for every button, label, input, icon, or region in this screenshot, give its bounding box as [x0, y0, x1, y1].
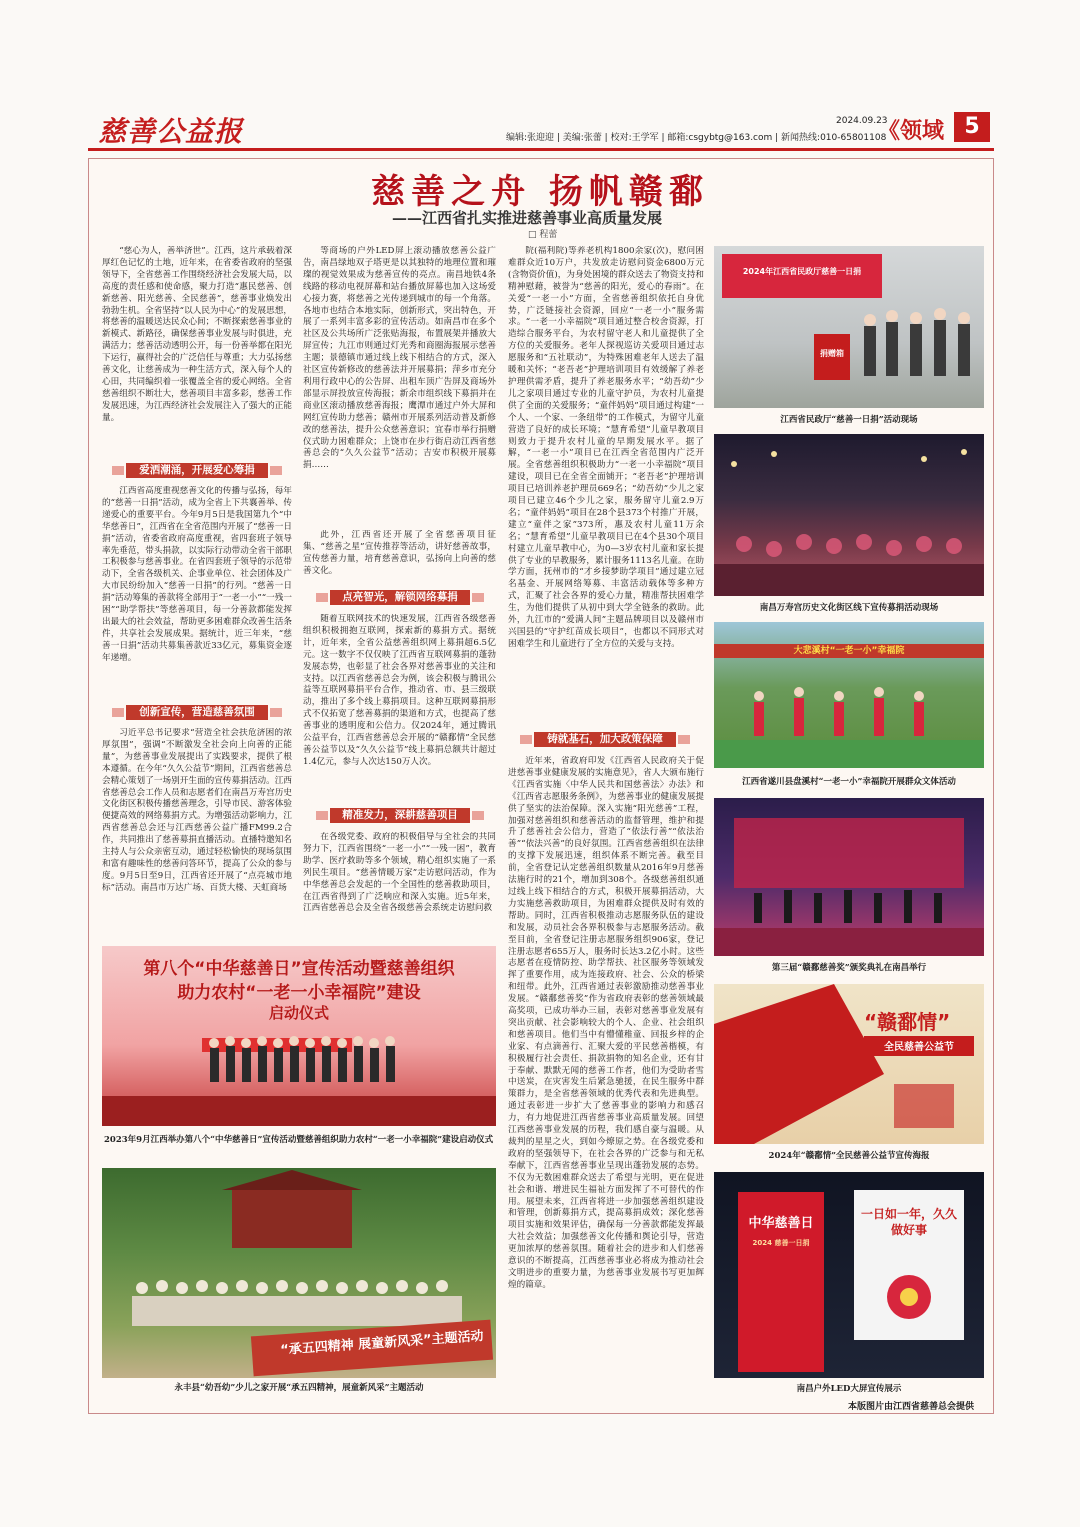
- stage: [714, 798, 984, 956]
- poster-subtitle: 全民慈善公益节: [884, 1042, 954, 1053]
- photo-credit-note: 本版图片由江西省慈善总会提供: [848, 1402, 975, 1412]
- col3-section5: 近年来，省政府印发《江西省人民政府关于促进慈善事业健康发展的实施意见》，省人大颁布施行《江西省实施〈中华人民共和国慈善法〉办法》和《江西省志愿服务条例》，为慈善事业的健康发展提供了坚实的法治保障。深入实施“阳光慈善”工程，加强对慈善组织和慈善活动的监督管理，维护和提升了慈善社会公信力，营造了“依法行善”“依法治善”“依法兴善”的良好氛围。江西省慈善组织在法律的支撑下发展迅速，组织体系不断完善。截至目前，全省登记认定慈善组织数量从2016年9月慈善法施行时的21个，增加到308个。各级慈善组织通过线上线下相结合的方式，积极开展募捐活动，大力实施慈善救助项目，为困难群众提供及时有效的帮助。同时，江西省积极推动志愿服务队伍的建设和发展，动员社会各界积极参与志愿服务活动。截至目前，全省登记注册志愿服务组织906家，登记注册志愿者655万人，服务时长达3.2亿小时。这些志愿者在疫情防控、助学帮扶、社区服务等领域发挥了重要作用，成为连接政府、社会、公众的桥梁和纽带。此外，江西省通过表彰激励推动慈善事业发展。“赣鄱慈善奖”作为省政府表彰的慈善领域最高奖项，已成功举办三届，表彰对慈善事业发展有突出贡献、社会影响较大的个人、企业、社会组织和慈善项目。他们当中有懵懂稚童、回报乡梓的企业家、有点滴善行、汇聚大爱的平民慈善楷模，有积极履行社会责任、捐款捐物的知名企业，还有甘于奉献、默默无闻的慈善工作者，他们为受助者雪中送炭，在灾害发生后紧急驰援，在民生服务中群策群力，是全省慈善领域的优秀代表和先进典型。通过表彰进一步扩大了慈善事业的影响力和感召力，有力地促进江西省慈善事业高质量发展。回望江西慈善事业发展的历程，我们感自豪与温暖。从裁判的星星之火，到如今燎原之势。在各级党委和政府的坚强领导下，在社会各界的广泛参与和无私奉献下，江西省慈善事业呈现出蓬勃发展的态势。不仅为无数困难群众送去了希望与光明，更在促进社会和谐、增进民生福祉方面发挥了不可替代的作用。展望未来，江西省将进一步加强慈善组织建设和管理，创新募捐方式，提高募捐成效；深化慈善项目实施和效果评估，确保每一分善款都能发挥最大社会效益；加强慈善文化传播和舆论引导，营造更加浓厚的慈善氛围。随着社会的进步和人们慈善意识的不断提高，江西慈善事业必将成为推动社会文明进步的重要力量，为慈善事业发展书写更加辉煌的篇章。: [508, 756, 704, 1290]
- photo1-caption: 2023年9月江西举办第八个“中华慈善日”宣传活动暨慈善组织助力农村“一老一小幸福院”建设启动仪式: [104, 1135, 494, 1145]
- col1-section2: 习近平总书记要求“营造全社会扶危济困的浓厚氛围”，强调“不断激发全社会向上向善的正能量”，为慈善事业发展提出了实践要求，提供了根本遵循。在今年“久久公益节”期间，江西省慈善总会精心策划了一场别开生面的宣传募捐活动。江西省慈善总会工作人员和志愿者们在南昌万寿宫历史文化街区积极传播慈善理念，引导市民、游客体验便捷高效的网络募捐方式。为增强活动影响力，江西省慈善总会还与江西慈善公益广播FM99.2合作，共同推出了慈善募捐直播活动。直播特邀知名主持人与公众亲密互动，通过轻松愉快的现场氛围和富有趣味性的慈善问答环节，提高了公众的参与度。9月5日至9日，江西省还开展了“点亮城市地标”活动。南昌市万达广场、百货大楼、天虹商场: [102, 728, 292, 893]
- section-title: 《领域: [878, 119, 945, 144]
- photo6-caption: 第三届“赣鄱慈善奖”颁奖典礼在南昌举行: [771, 963, 927, 973]
- col2-section3: 随着互联网技术的快速发展，江西省各级慈善组织积极拥抱互联网，探索新的募捐方式。据统计，近年来，全省公益慈善组织网上募捐超6.5亿元。这一数字不仅仅映了江西省互联网募捐的蓬勃发展态势，也彰显了社会各界对慈善事业的关注和支持。以江西省慈善总会为例，该会积极与腾讯公益等互联网募捐平台合作，推动省、市、县三级联动，推出了多个线上募捐项目。这种互联网募捐形式不仅拓宽了慈善募捐的渠道和方式，也提高了慈善事业的透明度和公信力。仅2024年，通过腾讯公益平台，江西省慈善总会开展的“赣鄱情”全民慈善公益节以及“久久公益节”线上募捐总额共计超过1.4亿元，参与人次达150万人次。: [303, 614, 496, 767]
- poster-title: “赣鄱情”: [864, 1010, 951, 1034]
- article-subtitle: ——江西省扎实推进慈善事业高质量发展: [392, 209, 663, 227]
- led-text-left: 中华慈善日: [748, 1216, 814, 1231]
- col2-para1: 等商场的户外LED屏上滚动播放慈善公益广告，南昌绿地双子塔更是以其独特的地理位置和璀璨的视觉效果成为慈善宣传的亮点。南昌地铁4条线路的移动电视屏幕和站台播放屏幕也加入这场爱心接力赛，将慈善之光传递到城市的每一个角落。各地市也结合本地实际，创新形式，突出特色，开展了一系列丰富多彩的宣传活动。如南昌市在多个社区及公共场所广泛张贴海报，布置展架并播放大屏宣传；九江市则通过灯光秀和商圈海报展示慈善主题；景德镇市通过线上线下相结合的方式，深入社区宣传新修改的慈善法并开展募捐；萍乡市充分利用行政中心的公告屏、出租车顶广告屏及商场外部显示屏投放宣传海报；新余市组织线下募捐并在商业区滚动播放慈善海报；鹰潭市通过户外大屏和网红宣传助力慈善；赣州市开展系列活动普及新修改的慈善法，提升公众慈善意识；宜春市举行捐赠仪式助力困难群众；上饶市在步行街启动江西省慈善总会的“久久公益节”活动；吉安市积极开展募捐……: [303, 246, 496, 471]
- article-title: 慈善之舟 扬帆赣鄱: [371, 172, 709, 212]
- photo1-overlay-line1: 第八个“中华慈善日”宣传活动暨慈善组织: [143, 959, 455, 979]
- photo-street-event: [714, 434, 984, 596]
- led-text-right: 一日如一年，久久做好事: [860, 1207, 957, 1237]
- photo2-banner-text: “承五四精神 展童新风采”主题活动: [279, 1328, 485, 1359]
- col2-section4: 在各级党委、政府的积极倡导与全社会的共同努力下，江西省围绕“一老一小”“一残一困”，教育助学、医疗救助等多个领域，精心组织实施了一系列民生项目。“慈善情暖万家”走访慰问活动，作为中华慈善总会发起的一个全国性的慈善救助项目，在江西省得到了广泛响应和深入实施。近5年来，江西省慈善总会及全省各级慈善会系统走访慰问救: [303, 832, 496, 914]
- photo-children-group: [102, 1168, 496, 1378]
- masthead: [88, 110, 994, 148]
- col3-para1: 院(福利院)等养老机构1800余家(次)，慰问困难群众近10万户，共发放走访慰问资金6800万元(含物资价值)，为身处困境的群众送去了物资支持和精神慰藉，被誉为“慈善的阳光，爱心的春雨”。在关爱“一老一小”方面，全省慈善组织依托自身优势，广泛链接社会资源，回应“一老一小”服务需求。“一老一小幸福院”项目通过整合校舍资源，打造综合服务平台，为农村留守老人和儿童提供了全方位的关爱服务。老年人探视巡访关爱项目通过志愿服务和“五社联动”，为特殊困难老年人送去了温暖和关怀；“老吾老”护理培训项目有效缓解了养老护理供需矛盾，提升了养老服务水平；“幼吾幼”少儿之家项目通过专业的儿童守护员，为农村儿童提供了全面的关爱服务；“童伴妈妈”项目通过构建“一个人、一个家、一条纽带”的工作模式，为留守儿童营造了良好的成长环境；“慧育希望”儿童早教项目则致力于提升农村儿童的早期发展水平。据了解，“一老一小”项目已在江西全省范围内广泛开展。全省慈善组织积极助力“一老一小幸福院”项目建设，项目已在全省全面铺开；“老吾老”护理培训项目已培训养老护理员669名；“幼吾幼”少儿之家项目已建立46个少儿之家，服务留守儿童2.9万名；“童伴妈妈”项目在28个县373个村推广开展，建立“童伴之家”373所，惠及农村儿童11万余名；“慧育希望”儿童早教项目已在4个县30个项目村建立儿童早教中心，为0—3岁农村儿童和家长提供了专业的早教服务，累计服务1113名儿童。在助学方面，抚州市的“才乡接梦助学项目”通过建立冠名基金、开展网络筹募、丰富活动载体等多种方式，汇聚了社会各界的爱心力量，精准帮扶困难学生，为他们提供了从初中到大学全链条的救助。此外，九江市的“爱满人间”主题品牌项目以及赣州市兴国县的“守护红苗成长项目”，也都以不同形式对困难学生和儿童进行了全方位的关爱与支持。: [508, 246, 704, 649]
- editor-credits: 编辑:张迎迎 | 美编:张蕾 | 校对:王学军 | 邮箱:csgybtg@163.com | 新闻热线:010-65801108: [506, 133, 887, 143]
- dancers: [714, 622, 984, 768]
- ceremony-crowd: [102, 946, 496, 1126]
- photo8-caption: 南昌户外LED大屏宣传展示: [796, 1384, 902, 1394]
- col1-section1: 江西省高度重视慈善文化的传播与弘扬，每年的“慈善一日捐”活动，成为全省上下共襄善举、传递爱心的重要平台。今年9月5日是我国第九个“中华慈善日”，江西省在全省范围内开展了“慈善一日捐”活动，省委省政府高度重视，省四套班子领导率先垂范，带头捐款，以实际行动带动全省干部职工积极参与慈善事业。在省四套班子领导的示范带动下，全省各级机关、企事业单位、社会团体及广大市民纷纷加入“慈善一日捐”的行列。“慈善一日捐”活动筹集的善款将全部用于“一老一小”“一残一困”“助学帮扶”等慈善项目，每一分善款都能发挥出最大的社会效益，帮助更多困难群众改善生活条件，共享社会发展成果。据统计，近三年来，“慈善一日捐”活动共募集善款近33亿元，募集资金逐年递增。: [102, 486, 292, 663]
- heading-fundraising: 爱洒潮涌，开展爱心筹捐: [126, 463, 268, 478]
- newspaper-logo: 慈善公益报: [98, 115, 244, 148]
- col1-intro: “慈心为人，善举济世”。江西，这片承载着深厚红色记忆的土地，近年来，在省委省政府的坚强领导下，全省慈善工作围绕经济社会发展大局，以高度的责任感和使命感，聚力打造“惠民慈善、创新慈善、阳光慈善、全民慈善”，慈善事业焕发出勃勃生机。全省坚持“以人民为中心”的发展思想，将慈善的温暖送达民众心间；不断探索慈善事业的新模式、新路径，确保慈善事业发展与时俱进，充满活力；慈善活动透明公开，每一份善举都在阳光下运行，赢得社会的广泛信任与尊重；大力弘扬慈善文化，让慈善成为一种生活方式，深入每个人的心田，共同编织着一张覆盖全省的爱心网络。全省慈善组织不断壮大，慈善项目丰富多彩，慈善工作发展迅速，为江西经济社会发展注入了强大的正能量。: [102, 246, 292, 423]
- heading-online: 点亮智光，解锁网络募捐: [330, 590, 470, 605]
- heading-projects: 精准发力，深耕慈善项目: [330, 808, 470, 823]
- photo2-caption: 永丰县“幼吾幼”少儿之家开展“承五四精神，展童新风采”主题活动: [174, 1383, 424, 1393]
- photo1-overlay-line2: 助力农村“一老一小幸福院”建设: [177, 983, 421, 1003]
- photo3-box-text: 捐赠箱: [820, 349, 844, 358]
- photo-led-screens: [714, 1172, 984, 1378]
- photo3-people: [714, 246, 984, 408]
- photo3-sign-text: 2024年江西省民政厅慈善一日捐: [742, 267, 862, 276]
- photo-donation-day: [714, 246, 984, 408]
- page-number: 5: [954, 112, 990, 142]
- heading-policy: 铸就基石，加大政策保障: [534, 732, 676, 747]
- heading-publicity: 创新宣传，营造慈善氛围: [126, 705, 268, 720]
- col2-para2: 此外，江西省还开展了全省慈善项目征集、“慈善之星”宣传推荐等活动，讲好慈善故事，宣传慈善力量，培育慈善意识，弘扬向上向善的慈善文化。: [303, 530, 496, 576]
- photo-launch-ceremony: [102, 946, 496, 1126]
- photo3-caption: 江西省民政厅“慈善一日捐”活动现场: [780, 415, 918, 425]
- masthead-rule: [88, 148, 994, 151]
- photo-award-ceremony: [714, 798, 984, 956]
- article-byline: □ 程蕾: [528, 230, 558, 240]
- photo5-caption: 江西省遂川县盘溪村“一老一小”幸福院开展群众文体活动: [742, 777, 956, 787]
- photo4-caption: 南昌万寿宫历史文化街区线下宣传募捐活动现场: [759, 603, 939, 613]
- photo5-banner-text: 大悲溪村“一老一小”幸福院: [793, 646, 905, 656]
- photo7-caption: 2024年“赣鄱情”全民慈善公益节宣传海报: [768, 1151, 930, 1161]
- photo1-overlay-line3: 启动仪式: [268, 1004, 329, 1022]
- issue-date: 2024.09.23: [836, 116, 888, 126]
- photo-poster: [714, 984, 984, 1144]
- led-text-left-sub: 2024 慈善一日捐: [752, 1239, 810, 1247]
- street-crowd: [714, 434, 984, 596]
- photo-village-dance: [714, 622, 984, 768]
- led-flower-icon: [714, 1172, 984, 1378]
